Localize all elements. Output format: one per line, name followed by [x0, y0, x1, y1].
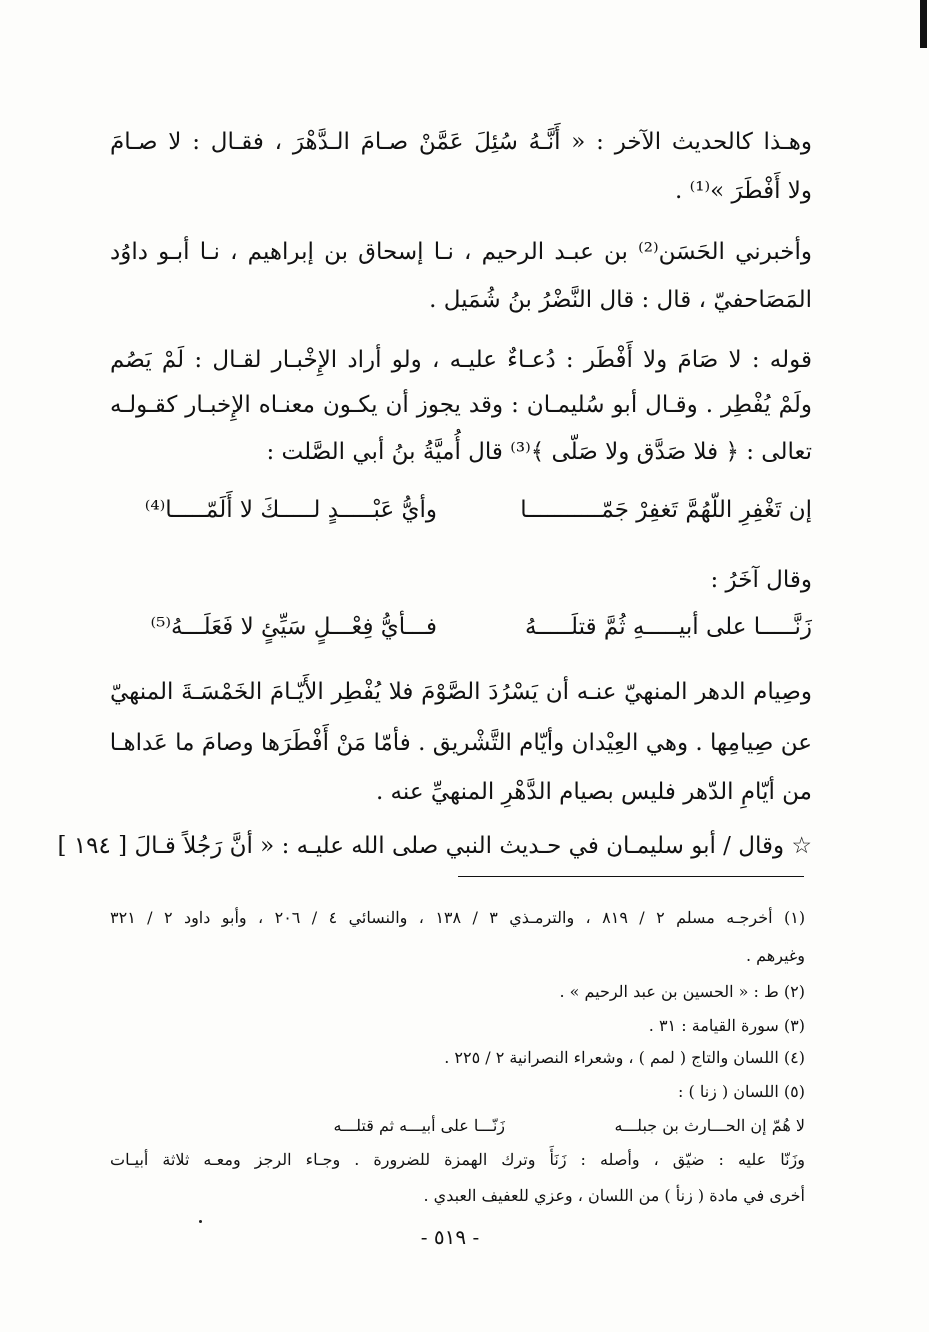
footnote-verse-first: لا هُمّ إن الحـــارث بن جبلـــه — [614, 1116, 805, 1135]
body-line: ☆ وقال / أبو سليمـان في حـديث النبي صلى الله عليـه : « أنَّ رَجُلاً قـالَ [ ١٩٤ ] — [57, 833, 812, 859]
body-line: ولَمْ يُفْطِر . وقـال أبو سُليمـان : وقد يجوز أن يكـون معنـاه الإِخبـار كقـولـه — [110, 392, 812, 418]
body-line: ولا أَفْطَرَ »⁽¹⁾ . — [674, 178, 812, 204]
body-line: من أيّامِ الدّهر فليس بصيام الدَّهْرِ المنهيِّ عنه . — [375, 779, 812, 805]
verse-second-hemistich: وأيُّ عَبْـــــدٍ لـــــكَ لا أَلَمّـــــا⁽⁴⁾ — [144, 497, 437, 523]
page-edge-mark — [920, 0, 927, 48]
footnote-line: (٣) سورة القيامة : ٣١ . — [648, 1016, 805, 1035]
footnote-line: وغيرهم . — [745, 946, 805, 965]
footnote-separator — [458, 876, 804, 877]
ink-speck — [199, 1220, 202, 1223]
footnote-verse-second: زَنّـــا على أبيـــه ثم قتلـــه — [333, 1116, 505, 1135]
body-line: المَصَاحفيّ ، قال : قال النَّضْرُ بنُ شُمَيل . — [429, 287, 812, 313]
body-line: وقال آخَرُ : — [710, 567, 812, 593]
body-line: وهـذا كالحديث الآخر : « أَنَّـهُ سُئِلَ عَمَّنْ صـامَ الـدَّهْرَ ، فقـال : لا صـامَ — [110, 129, 812, 155]
footnote-line: (٢) ط : « الحسين بن عبد الرحيم » . — [559, 982, 805, 1001]
footnote-line: (١) أخرجـه مسلم ٢ / ٨١٩ ، والترمـذي ٣ / ١٣٨ ، والنسائي ٤ / ٢٠٦ ، وأبو داود ٢ / ٣٢١ — [110, 908, 806, 927]
verse-second-hemistich: فـــأيُّ فِعْـــلٍ سَيِّئٍ لا فَعَلَـــهُ⁽⁵⁾ — [150, 614, 437, 640]
verse-first-hemistich: زَنَّـــــا على أبيـــــهِ ثُمَّ قتلَـــــهُ — [525, 614, 812, 640]
body-line: وأخبرني الحَسَن⁽²⁾ بن عبـد الرحيم ، نـا إسحاق بن إبراهيم ، نـا أبـو داوُد — [110, 239, 812, 265]
page-number: - ٥١٩ - — [420, 1225, 480, 1249]
footnote-line: (٤) اللسان والتاج ( لمم ) ، وشعراء النصرانية ٢ / ٢٢٥ . — [444, 1048, 805, 1067]
body-line: عن صِيامِها . وهي العِيْدان وأيّام التَّشْريق . فأمّا مَنْ أَفْطَرَها وصامَ ما عَداهـا — [109, 730, 812, 756]
footnote-line: وزَنّا عليه : ضيّق ، وأصله : زَنَأَ وترك الهمزة للضرورة . وجـاء الرجز ومعـه ثلاثة أبيـات — [110, 1150, 805, 1169]
body-line: وصِيام الدهر المنهيّ عنـه أن يَسْرُدَ الصَّوْمَ فلا يُفْطِر الأَيّـامَ الخَمْسَـةَ المنهيّ — [110, 679, 812, 705]
verse-first-hemistich: إن تَغْفِرِ اللّهُمَّ تَغفِرْ جَمّـــــــــــا — [520, 497, 812, 523]
body-line: قوله : لا صَامَ ولا أَفْطَر : دُعـاءٌ عليـه ، ولو أراد الإِخْبـار لقـال : لَمْ يَصُم — [110, 347, 812, 373]
footnote-line: (٥) اللسان ( زنا ) : — [678, 1082, 805, 1101]
body-line: تعالى : ﴿ فلا صَدَّق ولا صَلّى ﴾⁽³⁾ قال أُميَّةُ بنُ أبي الصَّلت : — [266, 439, 812, 465]
footnote-line: أخرى في مادة ( زنأ ) من اللسان ، وعزي للعفيف العبدي . — [423, 1186, 805, 1205]
